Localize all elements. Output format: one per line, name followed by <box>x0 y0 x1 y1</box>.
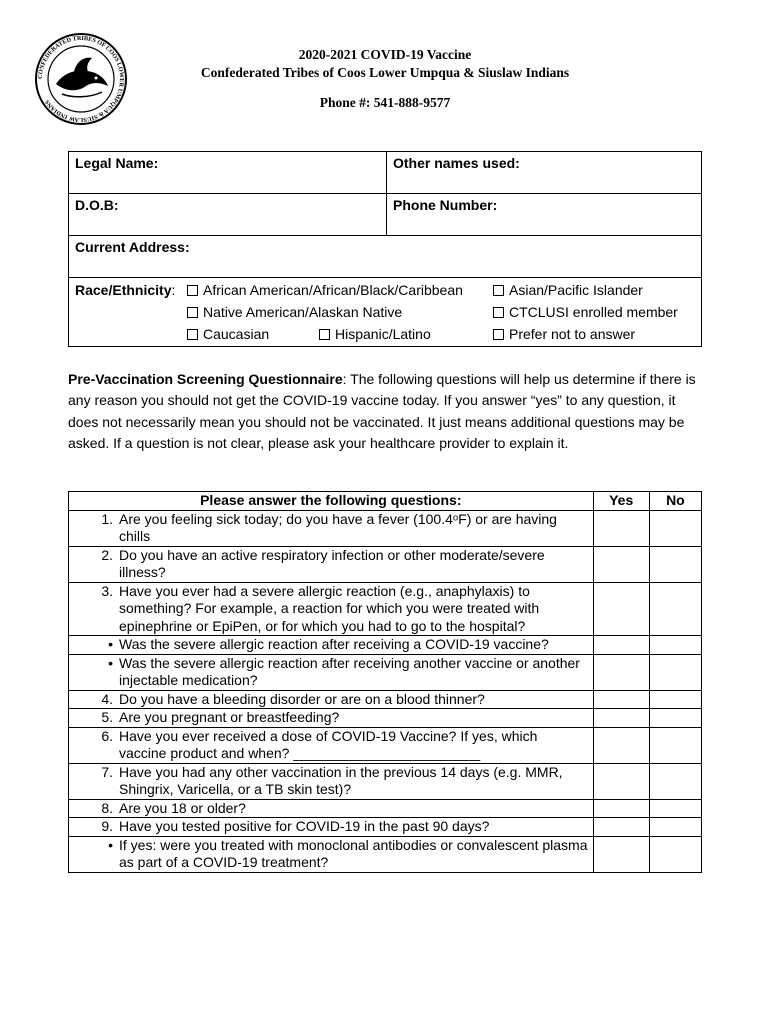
question-row <box>69 636 702 655</box>
patient-info-table <box>68 151 702 347</box>
yes-answer-cell[interactable] <box>593 636 649 655</box>
questions-column-header: Please answer the following questions: <box>69 492 594 511</box>
question-number: • <box>108 836 113 853</box>
question-row <box>69 546 702 582</box>
yes-answer-cell[interactable] <box>593 763 649 799</box>
no-answer-cell[interactable] <box>649 709 701 728</box>
question-cell <box>69 510 594 546</box>
intro-heading: Pre-Vaccination Screening Questionnaire <box>68 371 343 387</box>
no-column-header: No <box>649 492 701 511</box>
race-option-caucasian[interactable] <box>187 325 319 343</box>
question-text: Have you had any other vaccination in the previous 14 days (e.g. MMR, Shingrix, Varicella, or a TB skin test)? <box>119 763 563 797</box>
current-address-label: Current Address: <box>75 239 190 255</box>
race-option-asian-pacific[interactable] <box>493 281 693 299</box>
race-option-label: Caucasian <box>203 326 270 342</box>
screening-questionnaire-table <box>68 491 702 873</box>
question-text: Are you 18 or older? <box>119 799 246 816</box>
no-answer-cell[interactable] <box>649 763 701 799</box>
question-text: Was the severe allergic reaction after receiving another vaccine or another injectable medication? <box>119 654 580 688</box>
intro-text: : The following questions will help us determine if there is any reason you should not get the COVID-19 vaccine today. If you answer “yes” to any question, it does not necessarily mean you should not be vaccinated. It just means additional questions may be asked. If a question is not clear, please ask your healthcare provider to explain it. <box>68 371 696 451</box>
race-option-native-american[interactable] <box>187 303 493 321</box>
race-option-african-american[interactable] <box>187 281 493 299</box>
yes-column-header: Yes <box>593 492 649 511</box>
question-row <box>69 818 702 837</box>
no-answer-cell[interactable] <box>649 582 701 636</box>
question-cell <box>69 654 594 690</box>
checkbox-icon[interactable] <box>187 285 198 296</box>
question-text: Are you feeling sick today; do you have a fever (100.4ᵒF) or are having chills <box>119 510 557 544</box>
question-cell <box>69 546 594 582</box>
question-text: Are you pregnant or breastfeeding? <box>119 709 340 725</box>
no-answer-cell[interactable] <box>649 654 701 690</box>
question-cell <box>69 636 594 655</box>
question-row <box>69 709 702 728</box>
question-cell <box>69 709 594 728</box>
question-number: 1. <box>101 510 113 527</box>
question-row <box>69 799 702 818</box>
yes-answer-cell[interactable] <box>593 727 649 763</box>
question-number: 7. <box>101 763 113 780</box>
question-cell <box>69 836 594 872</box>
no-answer-cell[interactable] <box>649 546 701 582</box>
legal-name-field[interactable] <box>69 152 387 194</box>
form-header <box>130 46 640 112</box>
question-number: 6. <box>101 727 113 744</box>
question-text: If yes: were you treated with monoclonal antibodies or convalescent plasma as part of a COVID-19 treatment? <box>119 836 588 870</box>
checkbox-icon[interactable] <box>493 285 504 296</box>
no-answer-cell[interactable] <box>649 818 701 837</box>
question-row <box>69 836 702 872</box>
organization-name: Confederated Tribes of Coos Lower Umpqua & Siuslaw Indians <box>200 65 570 80</box>
checkbox-icon[interactable] <box>187 329 198 340</box>
yes-answer-cell[interactable] <box>593 654 649 690</box>
question-row <box>69 654 702 690</box>
form-title: 2020-2021 COVID-19 Vaccine <box>298 47 472 62</box>
question-text: Have you tested positive for COVID-19 in the past 90 days? <box>119 818 490 834</box>
seal-text: CONFEDERATED TRIBES OF COOS LOWER UMPQUA & SIUSLAW INDIANS <box>36 34 126 124</box>
question-row <box>69 763 702 799</box>
yes-answer-cell[interactable] <box>593 582 649 636</box>
yes-answer-cell[interactable] <box>593 510 649 546</box>
question-text: Do you have an active respiratory infection or other moderate/severe illness? <box>119 546 545 580</box>
question-cell <box>69 799 594 818</box>
questionnaire-intro <box>68 369 708 454</box>
question-text: Have you ever received a dose of COVID-19 Vaccine? If yes, which vaccine product and when? ________________________ <box>119 727 538 761</box>
race-option-prefer-not[interactable] <box>493 325 693 343</box>
checkbox-icon[interactable] <box>319 329 330 340</box>
race-ethnicity-field <box>69 278 702 347</box>
race-option-label: Prefer not to answer <box>509 326 636 342</box>
legal-name-label: Legal Name: <box>75 155 159 171</box>
race-option-label: Native American/Alaskan Native <box>203 304 403 320</box>
phone-number-field[interactable] <box>387 194 702 236</box>
race-colon: : <box>171 282 176 298</box>
question-row <box>69 690 702 709</box>
question-text: Was the severe allergic reaction after receiving a COVID-19 vaccine? <box>119 636 549 652</box>
no-answer-cell[interactable] <box>649 727 701 763</box>
yes-answer-cell[interactable] <box>593 690 649 709</box>
race-option-label: Asian/Pacific Islander <box>509 282 643 298</box>
no-answer-cell[interactable] <box>649 799 701 818</box>
question-number: • <box>108 654 113 671</box>
question-number: • <box>108 636 113 652</box>
race-option-label: African American/African/Black/Caribbean <box>203 282 463 298</box>
race-option-ctclusi-member[interactable] <box>493 303 693 321</box>
question-cell <box>69 727 594 763</box>
checkbox-icon[interactable] <box>493 307 504 318</box>
tribal-seal-logo <box>34 32 128 126</box>
checkbox-icon[interactable] <box>187 307 198 318</box>
question-number: 9. <box>101 818 113 834</box>
question-cell <box>69 763 594 799</box>
other-names-label: Other names used: <box>393 155 520 171</box>
yes-answer-cell[interactable] <box>593 546 649 582</box>
yes-answer-cell[interactable] <box>593 818 649 837</box>
current-address-field[interactable] <box>69 236 702 278</box>
race-option-label: CTCLUSI enrolled member <box>509 304 678 320</box>
yes-answer-cell[interactable] <box>593 836 649 872</box>
question-row <box>69 582 702 636</box>
question-row <box>69 510 702 546</box>
dob-field[interactable] <box>69 194 387 236</box>
yes-answer-cell[interactable] <box>593 709 649 728</box>
race-ethnicity-label: Race/Ethnicity <box>75 282 172 298</box>
question-number: 3. <box>101 582 113 599</box>
dob-label: D.O.B: <box>75 197 119 213</box>
no-answer-cell[interactable] <box>649 510 701 546</box>
organization-phone: Phone #: 541-888-9577 <box>319 95 451 110</box>
question-rows <box>69 510 702 872</box>
question-text: Do you have a bleeding disorder or are on a blood thinner? <box>119 690 485 707</box>
question-number: 2. <box>101 546 113 563</box>
question-number: 4. <box>101 690 113 707</box>
question-cell <box>69 582 594 636</box>
no-answer-cell[interactable] <box>649 636 701 655</box>
race-option-hispanic-latino[interactable] <box>319 325 431 343</box>
question-text: Have you ever had a severe allergic reaction (e.g., anaphylaxis) to something? For example, a reaction for which you were treated with epinephrine or EpiPen, or for which you had to go to the hospital? <box>119 582 540 634</box>
race-option-label: Hispanic/Latino <box>335 326 431 342</box>
question-cell <box>69 818 594 837</box>
question-number: 5. <box>101 709 113 725</box>
other-names-field[interactable] <box>387 152 702 194</box>
question-cell <box>69 690 594 709</box>
no-answer-cell[interactable] <box>649 690 701 709</box>
yes-answer-cell[interactable] <box>593 799 649 818</box>
question-number: 8. <box>101 799 113 816</box>
question-row <box>69 727 702 763</box>
phone-number-label: Phone Number: <box>393 197 498 213</box>
no-answer-cell[interactable] <box>649 836 701 872</box>
checkbox-icon[interactable] <box>493 329 504 340</box>
